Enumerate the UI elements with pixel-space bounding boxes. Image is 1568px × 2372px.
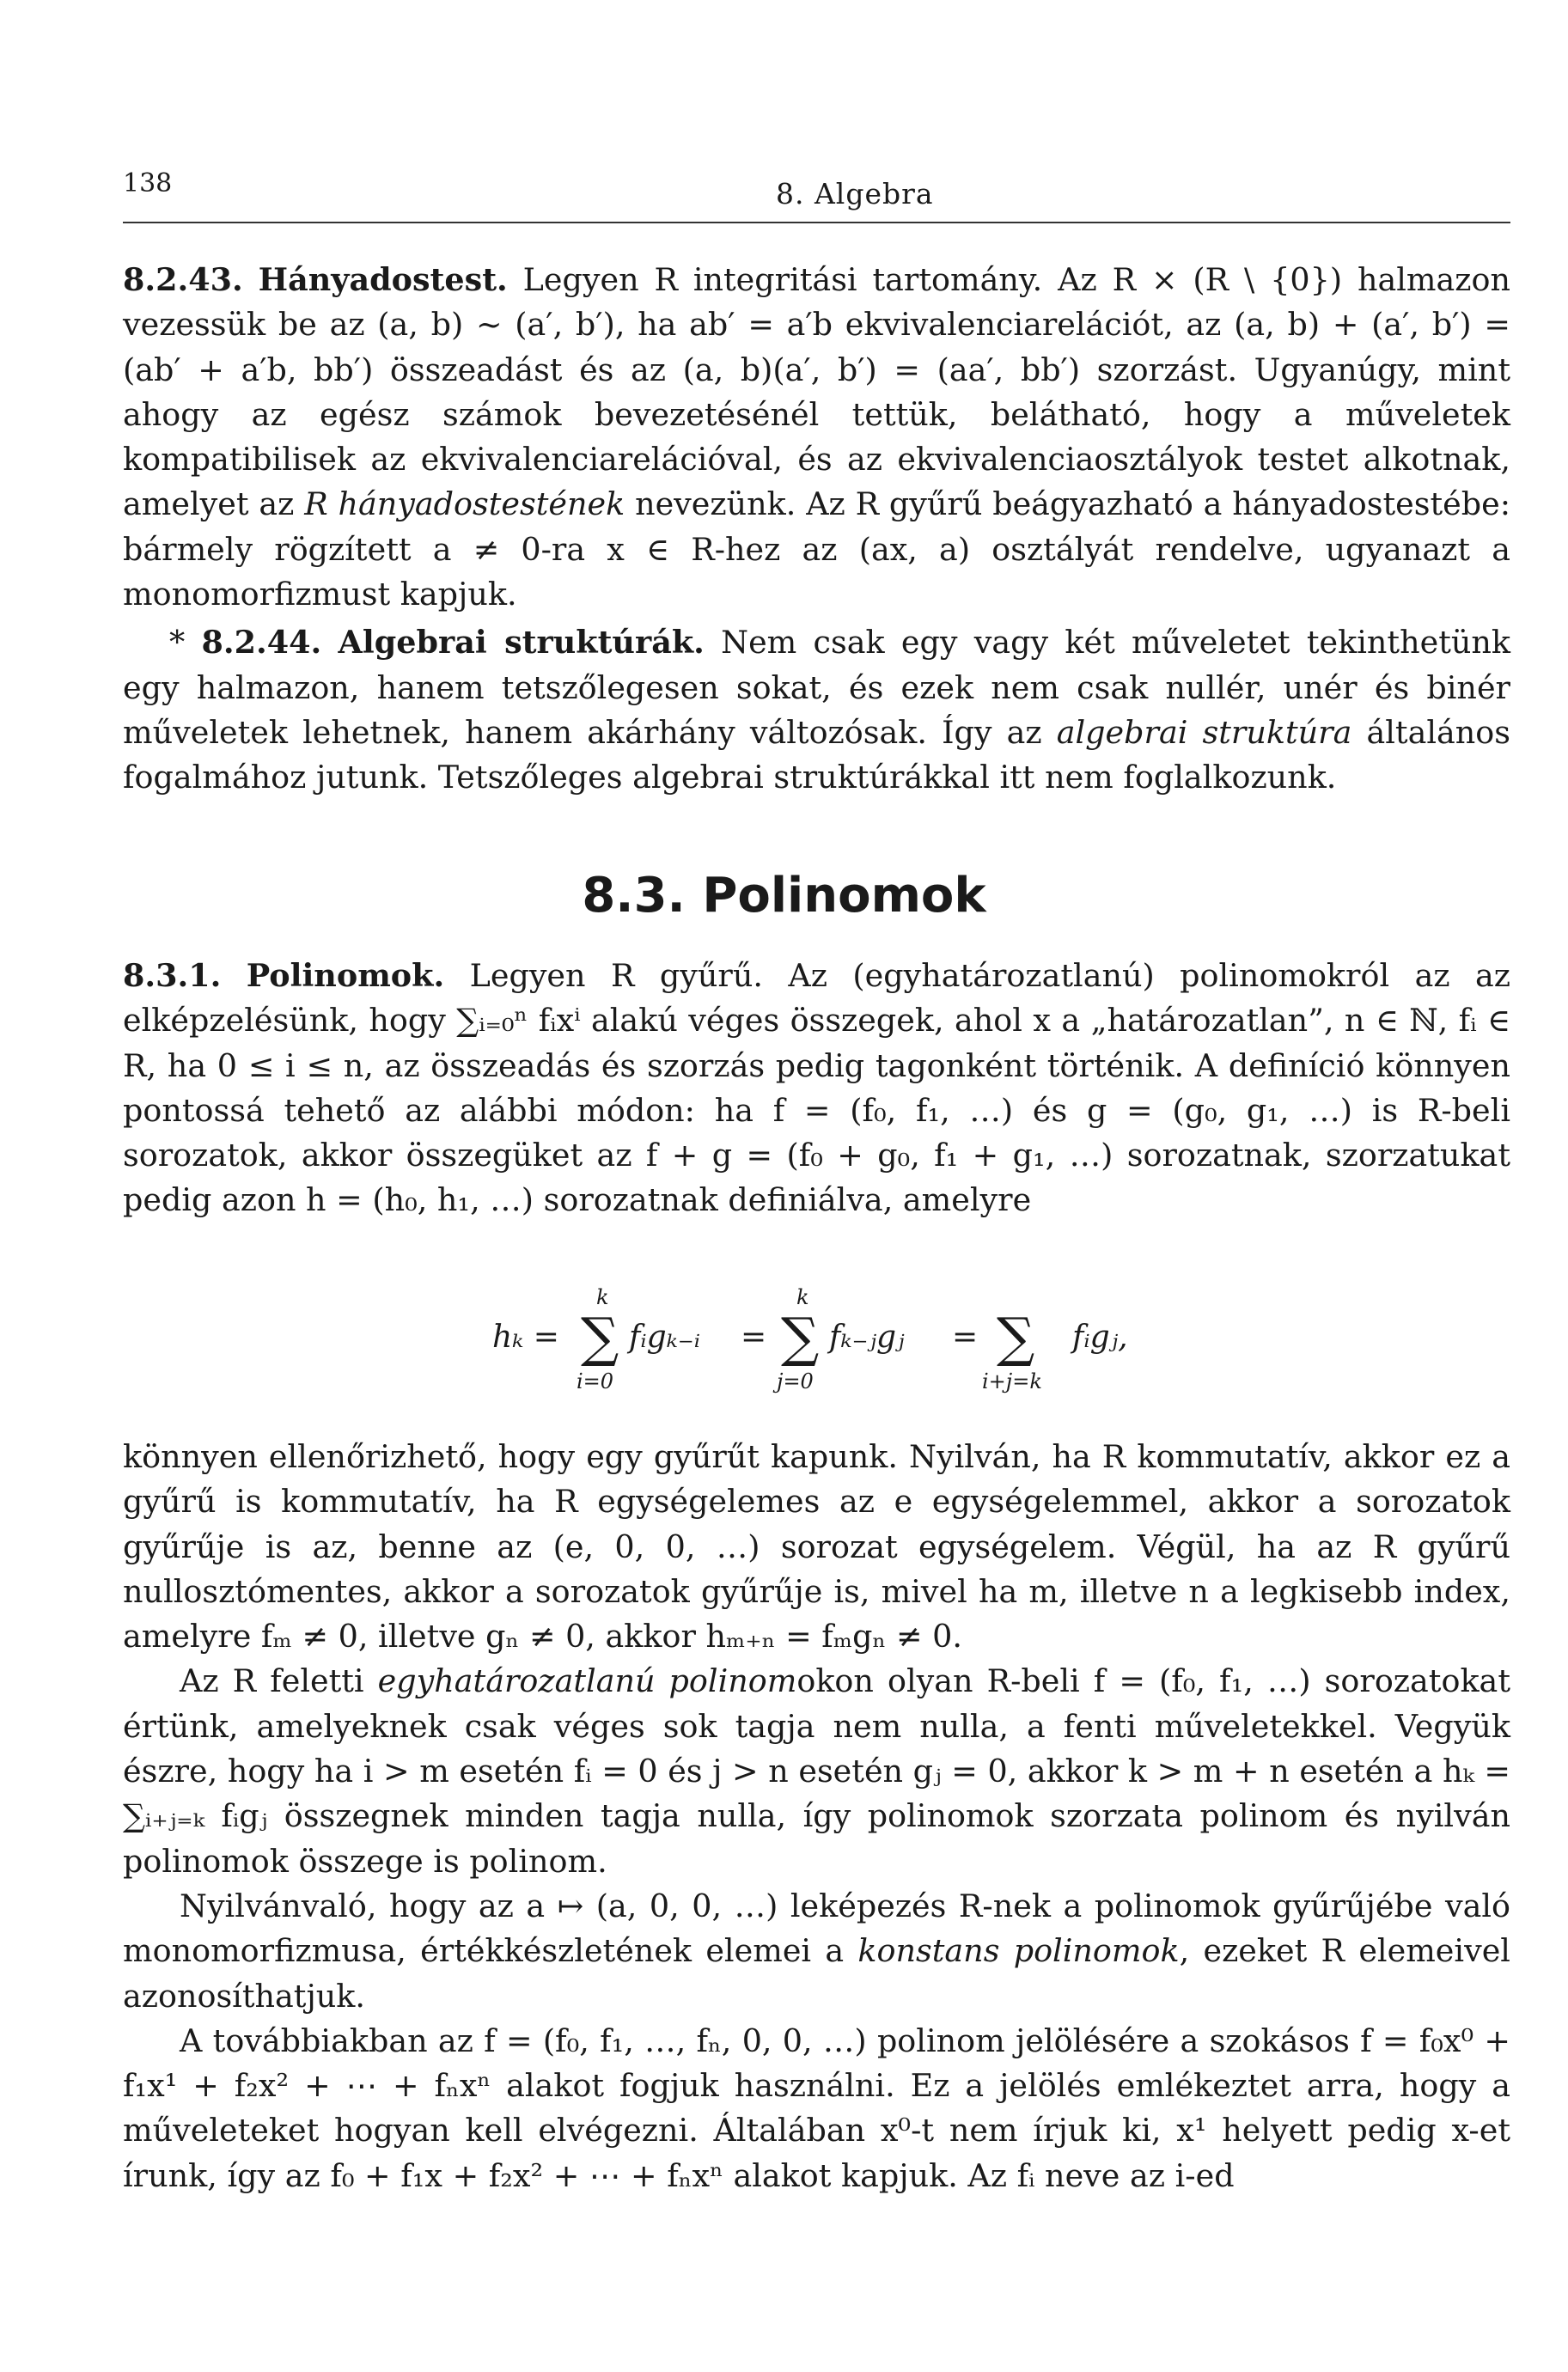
sum2-lower-limit: j=0 bbox=[777, 1369, 814, 1393]
display-formula bbox=[0, 1271, 1568, 1409]
item-title: Polinomok. bbox=[246, 957, 445, 994]
item-title: Hányadostest. bbox=[258, 261, 508, 298]
paragraph-after-formula: könnyen ellenőrizhető, hogy egy gyűrűt kapunk. Nyilván, ha R kommutatív, akkor ez a gyűrű is kommutatív, ha R egységelemes az e egységelemmel, akkor a sorozatok gyűrűje is az, benne az (e, 0, 0, …) sorozat egységelem. Végül, ha az R gyűrű nullosztómentes, akkor a sorozatok gyűrűje is, mivel ha m, illetve n a legkisebb index, amelyre fₘ ≠ 0, illetve gₙ ≠ 0, akkor hₘ₊ₙ = fₘgₙ ≠ 0. bbox=[123, 1438, 1510, 1656]
formula-svg bbox=[0, 1271, 1568, 1409]
paragraph-text: okon olyan R-beli f = (f₀, f₁, …) sorozatokat értünk, amelyeknek csak véges sok tagja nem nulla, a fenti műveletekkel. Vegyük észre, hogy ha i > m esetén fᵢ = 0 és j > n esetén gⱼ = 0, akkor k > m + n esetén a hₖ = ∑ᵢ₊ⱼ₌ₖ fᵢgⱼ összegnek minden tagja nulla, így polinomok szorzata polinom és nyilván polinomok összege is polinom. bbox=[123, 1662, 1511, 1880]
equals-2: = bbox=[952, 1320, 979, 1355]
star-marker: * bbox=[169, 624, 186, 662]
emphasized-term: algebrai struktúra bbox=[1056, 713, 1352, 751]
item-number: 8.2.43. bbox=[123, 261, 243, 298]
paragraph-polynomial-definition bbox=[123, 1659, 1510, 1883]
paragraph-8-3-1 bbox=[123, 954, 1510, 1223]
item-number: 8.2.44. bbox=[201, 624, 322, 662]
sum3-sigma: ∑ bbox=[997, 1306, 1035, 1369]
sum1-lower-limit: i=0 bbox=[577, 1369, 614, 1393]
paragraph-text-end: általános fogalmához jutunk. Tetszőleges algebrai struktúrákkal itt nem foglalkozunk. bbox=[123, 713, 1511, 796]
paragraph-notation: A továbbiakban az f = (f₀, f₁, …, fₙ, 0, 0, …) polinom jelölésére a szokásos f = f₀x⁰ + f₁x¹ + f₂x² + ⋯ + fₙxⁿ alakot fogjuk használni. Ez a jelölés emlékeztet arra, hogy a műveleteket hogyan kell elvégezni. Általában x⁰-t nem írjuk ki, x¹ helyett pedig x-et írunk, így az f₀ + f₁x + f₂x² + ⋯ + fₙxⁿ alakot kapjuk. Az fᵢ neve az i-ed bbox=[123, 2021, 1510, 2194]
item-title: Algebrai struktúrák. bbox=[338, 624, 705, 662]
page-header bbox=[123, 168, 1510, 223]
paragraph-constant-polynomials bbox=[123, 1884, 1510, 2019]
sum3-lower-limit: i+j=k bbox=[982, 1369, 1042, 1393]
paragraph-text: Nem csak egy vagy két műveletet tekinthetünk egy halmazon, hanem tetszőlegesen sokat, és ezek nem csak nullér, unér és binér műveletek lehetnek, hanem akárhány változósak. Így az bbox=[123, 624, 1510, 751]
paragraph-text-start: Az R feletti bbox=[180, 1662, 378, 1700]
emphasized-term: R hányadostestének bbox=[304, 485, 625, 523]
emphasized-term: egyhatározatlanú polinom bbox=[377, 1662, 797, 1700]
sum2-upper-limit: k bbox=[796, 1285, 809, 1309]
paragraph-8-2-44 bbox=[123, 620, 1510, 800]
sum1-upper-limit: k bbox=[596, 1285, 609, 1309]
paragraph-text: Legyen R integritási tartomány. Az R × (R \ {0}) halmazon vezessük be az (a, b) ~ (a′, b′), ha ab′ = a′b ekvivalenciarelációt, az (a, b) + (a′, b′) = (ab′ + a′b, bb′) összeadást és az (a, b)(a′, b′) = (aa′, bb′) szorzást. Ugyanúgy, mint ahogy az egész számok bevezetésénél tettük, belátható, hogy a műveletek kompatibilisek az ekvivalenciarelációval, és az ekvivalenciaosztályok testet alkotnak, amelyet az bbox=[123, 261, 1511, 523]
emphasized-term: konstans polinomok bbox=[857, 1932, 1180, 1970]
sum1-sigma: ∑ bbox=[581, 1306, 619, 1369]
equals-1: = bbox=[741, 1320, 767, 1355]
sum2-term: fₖ₋ⱼgⱼ bbox=[829, 1320, 905, 1355]
paragraph-text: Legyen R gyűrű. Az (egyhatározatlanú) polinomokról az az elképzelésünk, hogy ∑ᵢ₌₀ⁿ fᵢxⁱ alakú véges összegek, ahol x a „határozatlan”, n ∈ ℕ, fᵢ ∈ R, ha 0 ≤ i ≤ n, az összeadás és szorzás pedig tagonként történik. A definíció könnyen pontossá tehető az alábbi módon: ha f = (f₀, f₁, …) és g = (g₀, g₁, …) is R-beli sorozatok, akkor összegüket az f + g = (f₀ + g₀, f₁ + g₁, …) sorozatnak, szorzatukat pedig azon h = (h₀, h₁, …) sorozatnak definiálva, amelyre bbox=[123, 957, 1510, 1219]
sum3-term: fᵢgⱼ, bbox=[1072, 1320, 1128, 1355]
paragraph-8-2-43 bbox=[123, 258, 1510, 617]
item-number: 8.3.1. bbox=[123, 957, 222, 994]
paragraph-text: Nyilvánvaló, hogy az a ↦ (a, 0, 0, …) leképezés R-nek a polinomok gyűrűjébe való monomorfizmusa, értékkészletének elemei a bbox=[123, 1887, 1510, 1970]
paragraph-text-end: nevezünk. Az R gyűrű beágyazható a hányadostestébe: bármely rögzített a ≠ 0-ra x ∈ R-hez az (ax, a) osztályát rendelve, ugyanazt a monomorfizmust kapjuk. bbox=[123, 485, 1510, 613]
section-title: 8.3. Polinomok bbox=[582, 868, 986, 924]
section-8-3-continued bbox=[123, 1435, 1510, 2198]
page-number: 138 bbox=[123, 168, 173, 198]
sum2-sigma: ∑ bbox=[781, 1306, 820, 1369]
running-head: 8. Algebra bbox=[776, 177, 934, 210]
section-8-3-body bbox=[123, 954, 1510, 1223]
section-8-2-body bbox=[123, 258, 1510, 801]
formula-lhs: hₖ = bbox=[492, 1320, 559, 1355]
sum1-term: fᵢgₖ₋ᵢ bbox=[629, 1320, 700, 1355]
paragraph-text-end: , ezeket R elemeivel azonosíthatjuk. bbox=[123, 1932, 1510, 2015]
